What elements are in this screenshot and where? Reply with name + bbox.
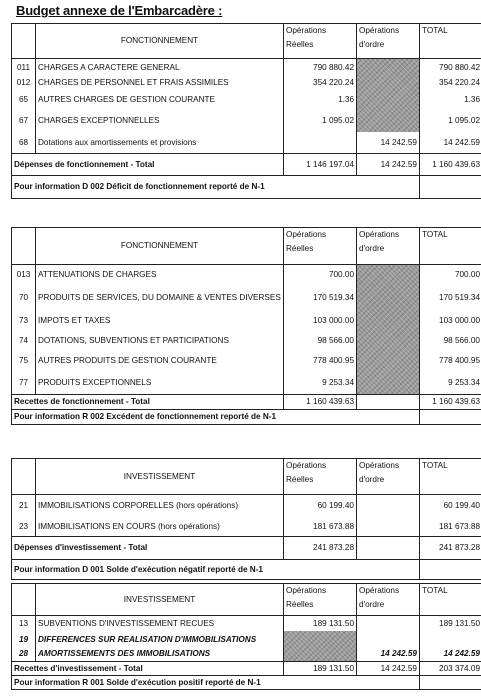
total-reelles: 1 160 439.63 — [284, 395, 357, 410]
row-ordre — [357, 631, 420, 647]
row-reelles: 790 880.42 — [284, 59, 357, 77]
row-total: 700.00 — [420, 265, 481, 285]
row-label: IMPOTS ET TAXES — [36, 311, 284, 331]
row-code: 21 — [12, 495, 36, 517]
total-reelles: 1 146 197.04 — [284, 154, 357, 176]
row-total: 14 242.59 — [420, 647, 481, 661]
row-reelles: 103 000.00 — [284, 311, 357, 331]
row-reelles: 9 253.34 — [284, 371, 357, 395]
row-reelles: 700.00 — [284, 265, 357, 285]
total-total: 1 160 439.63 — [420, 395, 481, 410]
shaded-cell — [357, 265, 420, 395]
info-label: Pour information R 001 Solde d'exécution positif reporté de N-1 — [12, 675, 420, 689]
total-total: 203 374.09 — [420, 661, 481, 675]
header-reelles: Opérations Réelles — [284, 24, 357, 59]
info-row — [12, 176, 481, 199]
row-label: PRODUITS DE SERVICES, DU DOMAINE & VENTES DIVERSES — [36, 285, 284, 311]
total-reelles: 189 131.50 — [284, 661, 357, 675]
fonctionnement-recettes-table — [11, 227, 481, 425]
total-row — [12, 537, 481, 560]
total-total: 241 873.28 — [420, 537, 481, 560]
row-code: 28 — [12, 647, 36, 661]
shaded-cell — [284, 631, 357, 661]
total-ordre: 14 242.59 — [357, 661, 420, 675]
row-total: 9 253.34 — [420, 371, 481, 395]
header-total: TOTAL — [420, 584, 481, 616]
investissement-recettes-table — [11, 583, 481, 690]
header-code-cell — [12, 228, 36, 265]
table-row — [12, 631, 481, 647]
row-code: 77 — [12, 371, 36, 395]
header-total: TOTAL — [420, 24, 481, 59]
total-row — [12, 154, 481, 176]
total-row — [12, 395, 481, 410]
row-label: SUBVENTIONS D'INVESTISSEMENT RECUES — [36, 615, 284, 631]
row-label: CHARGES DE PERSONNEL ET FRAIS ASSIMILES — [36, 77, 284, 90]
total-row — [12, 661, 481, 675]
table-row — [12, 132, 481, 154]
row-total: 778 400.95 — [420, 351, 481, 371]
row-reelles: 98 566.00 — [284, 331, 357, 351]
fonctionnement-depenses-table — [11, 23, 481, 199]
row-reelles: 1 095.02 — [284, 110, 357, 132]
row-label: DOTATIONS, SUBVENTIONS ET PARTICIPATIONS — [36, 331, 284, 351]
header-ordre: Opérations d'ordre — [357, 459, 420, 495]
header-total: TOTAL — [420, 459, 481, 495]
header-ordre: Opérations d'ordre — [357, 24, 420, 59]
row-reelles: 60 199.40 — [284, 495, 357, 517]
section-heading: FONCTIONNEMENT — [36, 24, 284, 59]
row-label: CHARGES EXCEPTIONNELLES — [36, 110, 284, 132]
row-code: 68 — [12, 132, 36, 154]
total-ordre — [357, 395, 420, 410]
row-ordre — [357, 517, 420, 537]
shaded-cell — [357, 59, 420, 132]
total-ordre: 14 242.59 — [357, 154, 420, 176]
row-reelles: 189 131.50 — [284, 615, 357, 631]
row-label: AMORTISSEMENTS DES IMMOBILISATIONS — [36, 647, 284, 661]
row-total: 103 000.00 — [420, 311, 481, 331]
header-reelles: Opérations Réelles — [284, 584, 357, 616]
header-total: TOTAL — [420, 228, 481, 265]
info-label: Pour information D 002 Déficit de fonctionnement reporté de N-1 — [12, 176, 420, 199]
row-label: AUTRES PRODUITS DE GESTION COURANTE — [36, 351, 284, 371]
row-total: 181 673.88 — [420, 517, 481, 537]
table-header-row — [12, 459, 481, 495]
investissement-depenses-table — [11, 458, 481, 580]
total-label: Dépenses de fonctionnement - Total — [12, 154, 284, 176]
info-label: Pour information R 002 Excédent de fonctionnement reporté de N-1 — [12, 410, 420, 425]
total-total: 1 160 439.63 — [420, 154, 481, 176]
table-header-row — [12, 228, 481, 265]
row-ordre: 14 242.59 — [357, 132, 420, 154]
row-label: ATTENUATIONS DE CHARGES — [36, 265, 284, 285]
info-row — [12, 410, 481, 425]
total-reelles: 241 873.28 — [284, 537, 357, 560]
total-ordre — [357, 537, 420, 560]
table-row — [12, 59, 481, 77]
header-code-cell — [12, 24, 36, 59]
row-code: 65 — [12, 90, 36, 110]
header-code-cell — [12, 584, 36, 616]
row-ordre — [357, 495, 420, 517]
row-reelles — [284, 132, 357, 154]
total-label: Recettes de fonctionnement - Total — [12, 395, 284, 410]
row-code: 73 — [12, 311, 36, 331]
info-value — [420, 560, 481, 580]
row-code: 75 — [12, 351, 36, 371]
row-code: 67 — [12, 110, 36, 132]
row-label: PRODUITS EXCEPTIONNELS — [36, 371, 284, 395]
row-code: 23 — [12, 517, 36, 537]
row-total: 1.36 — [420, 90, 481, 110]
row-total: 14 242.59 — [420, 132, 481, 154]
table-header-row — [12, 24, 481, 59]
header-reelles: Opérations Réelles — [284, 228, 357, 265]
row-label: CHARGES A CARACTERE GENERAL — [36, 59, 284, 77]
header-ordre: Opérations d'ordre — [357, 584, 420, 616]
row-total: 354 220.24 — [420, 77, 481, 90]
row-reelles: 354 220.24 — [284, 77, 357, 90]
row-label: DIFFERENCES SUR REALISATION D'IMMOBILISATIONS — [36, 631, 284, 647]
total-label: Dépenses d'investissement - Total — [12, 537, 284, 560]
row-total: 170 519.34 — [420, 285, 481, 311]
table-row — [12, 615, 481, 631]
row-code: 13 — [12, 615, 36, 631]
info-value — [420, 176, 481, 199]
header-code-cell — [12, 459, 36, 495]
row-total: 60 199.40 — [420, 495, 481, 517]
row-reelles: 1.36 — [284, 90, 357, 110]
header-reelles: Opérations Réelles — [284, 459, 357, 495]
row-code: 19 — [12, 631, 36, 647]
row-code: 74 — [12, 331, 36, 351]
row-code: 011 — [12, 59, 36, 77]
row-ordre: 14 242.59 — [357, 647, 420, 661]
row-total: 790 880.42 — [420, 59, 481, 77]
row-total: 1 095.02 — [420, 110, 481, 132]
section-heading: FONCTIONNEMENT — [36, 228, 284, 265]
table-row — [12, 647, 481, 661]
info-row — [12, 675, 481, 689]
row-code: 012 — [12, 77, 36, 90]
row-total: 98 566.00 — [420, 331, 481, 351]
section-heading: INVESTISSEMENT — [36, 584, 284, 616]
row-total — [420, 631, 481, 647]
row-reelles: 181 673.88 — [284, 517, 357, 537]
row-reelles: 778 400.95 — [284, 351, 357, 371]
row-label: Dotations aux amortissements et provisions — [36, 132, 284, 154]
section-heading: INVESTISSEMENT — [36, 459, 284, 495]
page-title: Budget annexe de l'Embarcadère : — [16, 3, 223, 18]
table-row — [12, 495, 481, 517]
table-row — [12, 517, 481, 537]
row-reelles: 170 519.34 — [284, 285, 357, 311]
info-value — [420, 410, 481, 425]
table-row — [12, 265, 481, 285]
row-label: AUTRES CHARGES DE GESTION COURANTE — [36, 90, 284, 110]
info-value — [420, 675, 481, 689]
header-ordre: Opérations d'ordre — [357, 228, 420, 265]
info-label: Pour information D 001 Solde d'exécution négatif reporté de N-1 — [12, 560, 420, 580]
row-ordre — [357, 615, 420, 631]
info-row — [12, 560, 481, 580]
row-total: 189 131.50 — [420, 615, 481, 631]
row-label: IMMOBILISATIONS CORPORELLES (hors opérations) — [36, 495, 284, 517]
row-label: IMMOBILISATIONS EN COURS (hors opérations) — [36, 517, 284, 537]
table-header-row — [12, 584, 481, 616]
row-code: 70 — [12, 285, 36, 311]
total-label: Recettes d'investissement - Total — [12, 661, 284, 675]
row-code: 013 — [12, 265, 36, 285]
